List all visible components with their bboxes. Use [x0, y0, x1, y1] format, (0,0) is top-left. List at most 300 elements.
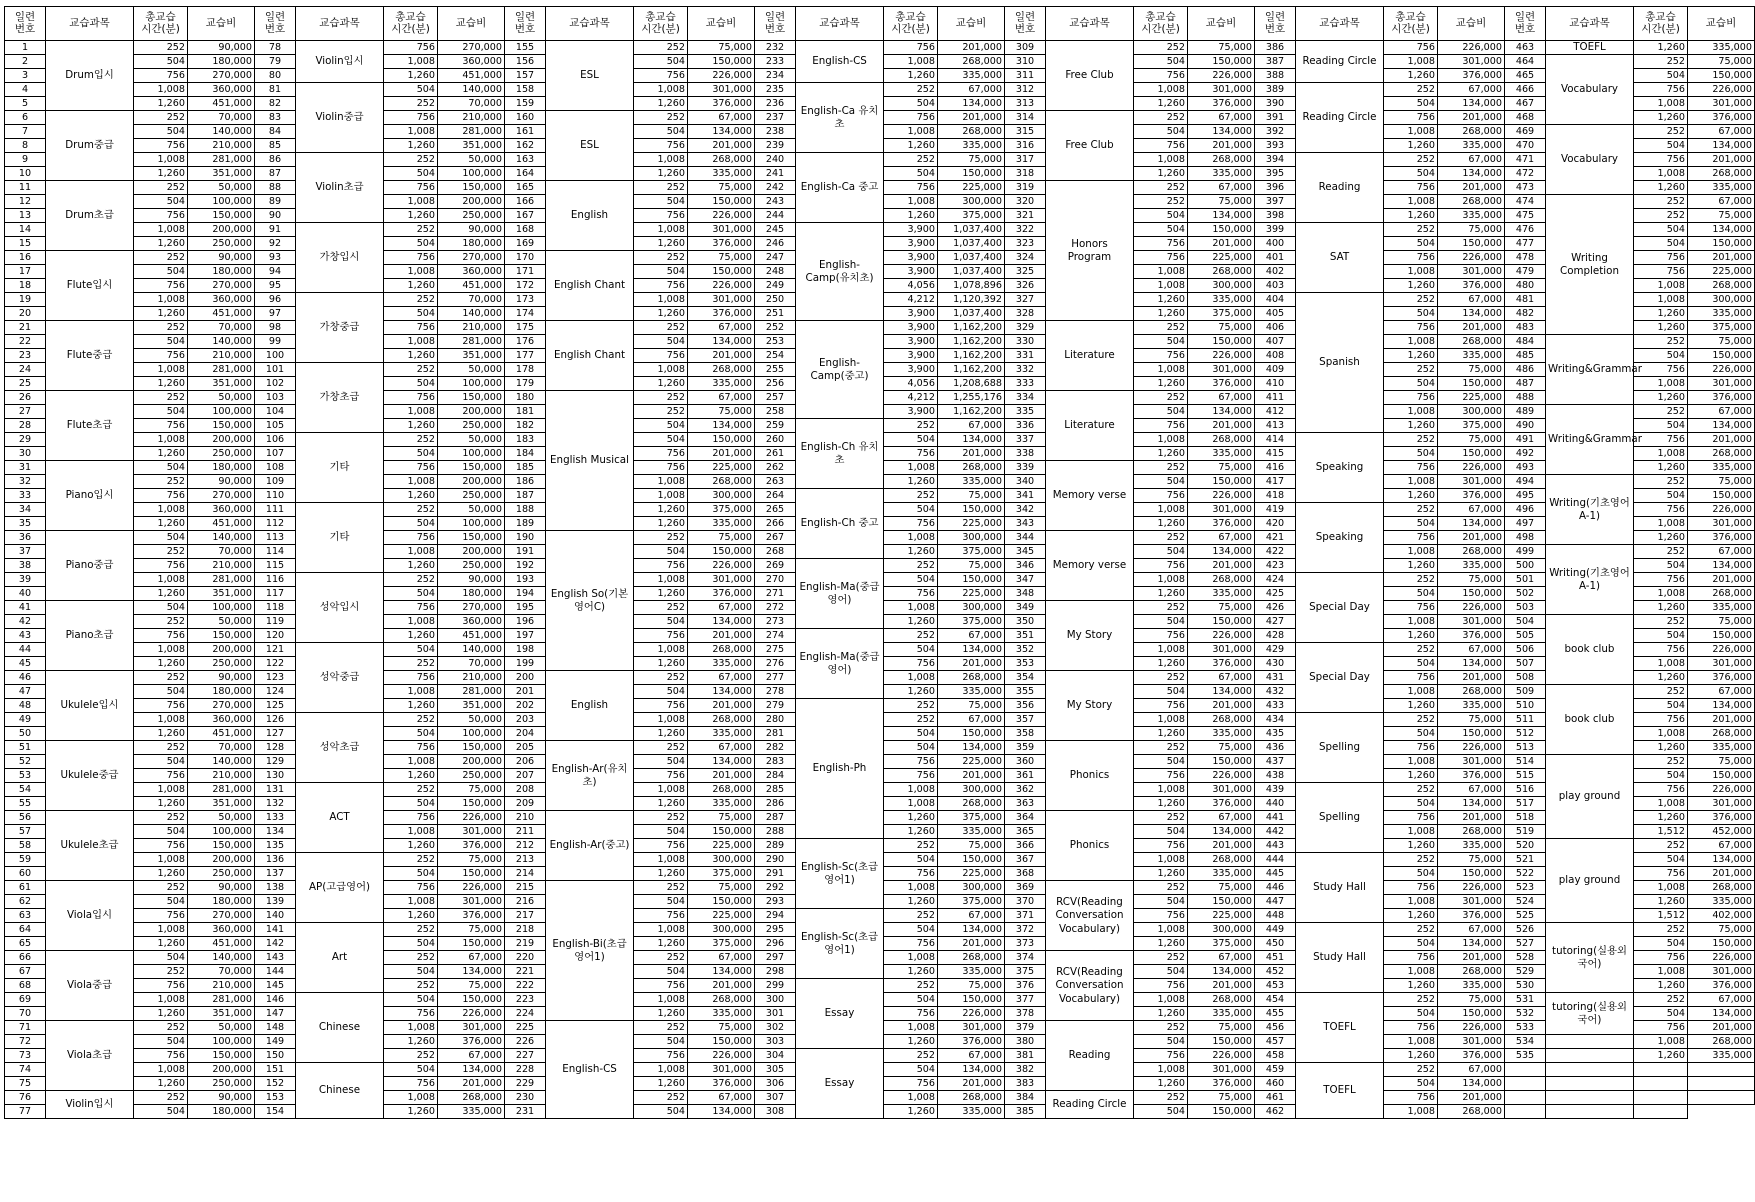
fee-cell: 268,000: [1688, 881, 1755, 895]
serial-number-cell: 355: [1005, 685, 1046, 699]
total-minutes-cell: 1,008: [634, 853, 688, 867]
serial-number-cell: 154: [255, 1105, 296, 1119]
fee-cell: 335,000: [1688, 601, 1755, 615]
total-minutes-cell: 252: [384, 223, 438, 237]
fee-cell: 270,000: [438, 251, 505, 265]
total-minutes-cell: 252: [1134, 391, 1188, 405]
fee-cell: 268,000: [938, 1091, 1005, 1105]
serial-number-cell: 483: [1505, 321, 1546, 335]
total-minutes-cell: 504: [1634, 937, 1688, 951]
serial-number-cell: 375: [1005, 965, 1046, 979]
serial-number-cell: 480: [1505, 279, 1546, 293]
serial-number-cell: 497: [1505, 517, 1546, 531]
fee-cell: 301,000: [1688, 97, 1755, 111]
serial-number-cell: 249: [755, 279, 796, 293]
total-minutes-cell: 504: [1134, 1035, 1188, 1049]
serial-number-cell: 34: [5, 503, 46, 517]
serial-number-cell: 149: [255, 1035, 296, 1049]
serial-number-cell: 419: [1255, 503, 1296, 517]
fee-cell: 201,000: [1438, 1091, 1505, 1105]
serial-number-cell: 78: [255, 41, 296, 55]
fee-cell: 67,000: [1688, 125, 1755, 139]
total-minutes-cell: 252: [134, 391, 188, 405]
serial-number-cell: 488: [1505, 391, 1546, 405]
serial-number-cell: 107: [255, 447, 296, 461]
fee-cell: 75,000: [1688, 55, 1755, 69]
fee-cell: 67,000: [938, 713, 1005, 727]
fee-cell: 150,000: [688, 195, 755, 209]
total-minutes-cell: 504: [634, 965, 688, 979]
serial-number-cell: 215: [505, 881, 546, 895]
serial-number-cell: 295: [755, 923, 796, 937]
total-minutes-cell: 504: [134, 601, 188, 615]
subject-cell: Vocabulary: [1546, 55, 1634, 125]
table-row: [5, 153, 1755, 167]
fee-cell: 270,000: [188, 69, 255, 83]
fee-cell: 180,000: [188, 265, 255, 279]
subject-cell: RCV(Reading Conversation Vocabulary): [1046, 881, 1134, 951]
serial-number-cell: 422: [1255, 545, 1296, 559]
total-minutes-cell: 504: [1384, 797, 1438, 811]
total-minutes-cell: 756: [134, 839, 188, 853]
total-minutes-cell: 1,008: [884, 1091, 938, 1105]
serial-number-cell: 435: [1255, 727, 1296, 741]
fee-cell: 268,000: [1188, 153, 1255, 167]
total-minutes-cell: 252: [884, 839, 938, 853]
serial-number-cell: 245: [755, 223, 796, 237]
serial-number-cell: 216: [505, 895, 546, 909]
total-minutes-cell: 1,260: [1134, 727, 1188, 741]
serial-number-cell: 262: [755, 461, 796, 475]
fee-cell: 150,000: [1438, 867, 1505, 881]
serial-number-cell: 205: [505, 741, 546, 755]
serial-number-cell: 43: [5, 629, 46, 643]
total-minutes-cell: 504: [384, 307, 438, 321]
serial-number-cell: 495: [1505, 489, 1546, 503]
serial-number-cell: 432: [1255, 685, 1296, 699]
serial-number-cell: 349: [1005, 601, 1046, 615]
fee-cell: 100,000: [438, 167, 505, 181]
fee-cell: 134,000: [438, 1063, 505, 1077]
serial-number-cell: 282: [755, 741, 796, 755]
fee-cell: 90,000: [188, 475, 255, 489]
serial-number-cell: 143: [255, 951, 296, 965]
fee-cell: 375,000: [1438, 419, 1505, 433]
total-minutes-cell: 252: [1134, 881, 1188, 895]
total-minutes-cell: 504: [134, 55, 188, 69]
serial-number-cell: 47: [5, 685, 46, 699]
fee-cell: 335,000: [1688, 461, 1755, 475]
serial-number-cell: 138: [255, 881, 296, 895]
total-minutes-cell: 504: [1384, 937, 1438, 951]
total-minutes-cell: 504: [1384, 657, 1438, 671]
fee-cell: 226,000: [1438, 741, 1505, 755]
serial-number-cell: 130: [255, 769, 296, 783]
serial-number-cell: 81: [255, 83, 296, 97]
total-minutes-cell: 1,008: [134, 433, 188, 447]
total-minutes-cell: 252: [1384, 433, 1438, 447]
serial-number-cell: 108: [255, 461, 296, 475]
fee-cell: 75,000: [938, 699, 1005, 713]
fee-cell: 268,000: [1688, 587, 1755, 601]
fee-cell: 180,000: [438, 587, 505, 601]
fee-cell: 200,000: [188, 853, 255, 867]
total-minutes-cell: 504: [384, 643, 438, 657]
fee-cell: 250,000: [188, 447, 255, 461]
serial-number-cell: 8: [5, 139, 46, 153]
serial-number-cell: 263: [755, 475, 796, 489]
serial-number-cell: 533: [1505, 1021, 1546, 1035]
serial-number-cell: 323: [1005, 237, 1046, 251]
total-minutes-cell: 1,008: [1134, 265, 1188, 279]
serial-number-cell: 119: [255, 615, 296, 629]
total-minutes-cell: 1,008: [1134, 573, 1188, 587]
fee-cell: 180,000: [438, 237, 505, 251]
total-minutes-cell: 756: [634, 209, 688, 223]
serial-number-cell: 6: [5, 111, 46, 125]
fee-cell: 225,000: [938, 755, 1005, 769]
total-minutes-cell: 756: [884, 867, 938, 881]
total-minutes-cell: 504: [384, 1063, 438, 1077]
subject-cell: Study Hall: [1296, 853, 1384, 923]
subject-cell: Phonics: [1046, 811, 1134, 881]
subject-cell: 성악중급: [296, 643, 384, 713]
total-minutes-cell: 504: [1134, 209, 1188, 223]
total-minutes-cell: 1,260: [384, 839, 438, 853]
subject-cell: ESL: [546, 41, 634, 111]
total-minutes-cell: 1,260: [1134, 293, 1188, 307]
fee-cell: 70,000: [188, 741, 255, 755]
serial-number-cell: 106: [255, 433, 296, 447]
subject-cell: English Chant: [546, 321, 634, 391]
total-minutes-cell: 756: [384, 601, 438, 615]
fee-cell: 376,000: [938, 1035, 1005, 1049]
fee-cell: 100,000: [188, 1035, 255, 1049]
fee-cell: 75,000: [1188, 881, 1255, 895]
serial-number-cell: 502: [1505, 587, 1546, 601]
total-minutes-cell: 252: [1384, 363, 1438, 377]
serial-number-cell: 110: [255, 489, 296, 503]
fee-cell: 268,000: [688, 363, 755, 377]
fee-cell: 150,000: [1188, 1035, 1255, 1049]
serial-number-cell: 365: [1005, 825, 1046, 839]
fee-cell: 67,000: [938, 83, 1005, 97]
fee-cell: 226,000: [688, 69, 755, 83]
fee-cell: 210,000: [188, 559, 255, 573]
serial-number-cell: 203: [505, 713, 546, 727]
serial-number-cell: 1: [5, 41, 46, 55]
serial-number-cell: 342: [1005, 503, 1046, 517]
serial-number-cell: 87: [255, 167, 296, 181]
total-minutes-cell: 504: [1134, 335, 1188, 349]
fee-cell: 67,000: [688, 1091, 755, 1105]
total-minutes-cell: 756: [1384, 671, 1438, 685]
serial-number-cell: 270: [755, 573, 796, 587]
fee-cell: 226,000: [1438, 461, 1505, 475]
fee-cell: 268,000: [1188, 573, 1255, 587]
serial-number-cell: 126: [255, 713, 296, 727]
serial-number-cell: 287: [755, 811, 796, 825]
subject-cell: English-Ch 유치초: [796, 419, 884, 489]
serial-number-cell: 128: [255, 741, 296, 755]
total-minutes-cell: 1,260: [1634, 1049, 1688, 1063]
fee-cell: 50,000: [438, 713, 505, 727]
total-minutes-cell: 1,008: [384, 125, 438, 139]
total-minutes-cell: 756: [1384, 951, 1438, 965]
serial-number-cell: 386: [1255, 41, 1296, 55]
serial-number-cell: 65: [5, 937, 46, 951]
fee-cell: 335,000: [1188, 167, 1255, 181]
fee-cell: 335,000: [1188, 867, 1255, 881]
total-minutes-cell: 1,008: [384, 55, 438, 69]
subject-cell: English-CS: [796, 41, 884, 83]
serial-number-cell: 284: [755, 769, 796, 783]
serial-number-cell: 498: [1505, 531, 1546, 545]
fee-cell: 70,000: [188, 111, 255, 125]
fee-cell: 360,000: [438, 55, 505, 69]
serial-number-cell: 136: [255, 853, 296, 867]
serial-number-cell: 129: [255, 755, 296, 769]
fee-cell: 335,000: [938, 475, 1005, 489]
subject-cell: English-Sc(초급영어1): [796, 839, 884, 909]
total-minutes-cell: 1,260: [884, 69, 938, 83]
total-minutes-cell: 1,260: [1134, 517, 1188, 531]
fee-cell: 67,000: [1188, 391, 1255, 405]
total-minutes-cell: 1,008: [1134, 433, 1188, 447]
total-minutes-cell: 1,260: [1384, 209, 1438, 223]
subject-cell: My Story: [1046, 671, 1134, 741]
serial-number-cell: 510: [1505, 699, 1546, 713]
fee-cell: 210,000: [188, 349, 255, 363]
serial-number-cell: 336: [1005, 419, 1046, 433]
fee-cell: 150,000: [438, 993, 505, 1007]
fee-cell: 376,000: [1688, 111, 1755, 125]
serial-number-cell: 363: [1005, 797, 1046, 811]
fee-cell: 360,000: [188, 923, 255, 937]
total-minutes-cell: 1,008: [634, 489, 688, 503]
fee-cell: 335,000: [688, 377, 755, 391]
total-minutes-cell: 504: [1134, 55, 1188, 69]
fee-cell: 225,000: [938, 181, 1005, 195]
fee-cell: 301,000: [1188, 363, 1255, 377]
total-minutes-cell: 1,008: [134, 223, 188, 237]
total-minutes-cell: 252: [1384, 1063, 1438, 1077]
total-minutes-cell: 1,008: [1134, 713, 1188, 727]
subject-cell: Ukulele중급: [46, 741, 134, 811]
serial-number-cell: 322: [1005, 223, 1046, 237]
fee-cell: 335,000: [688, 517, 755, 531]
fee-cell: 134,000: [1438, 797, 1505, 811]
fee-cell: 90,000: [438, 573, 505, 587]
fee-cell: 335,000: [938, 139, 1005, 153]
total-minutes-cell: 756: [1634, 251, 1688, 265]
total-minutes-cell: 1,260: [134, 1077, 188, 1091]
total-minutes-cell: 504: [634, 895, 688, 909]
fee-cell: 150,000: [1188, 55, 1255, 69]
table-row: [5, 41, 1755, 55]
serial-number-cell: 224: [505, 1007, 546, 1021]
fee-cell: 226,000: [1688, 643, 1755, 657]
total-minutes-cell: 1,008: [134, 783, 188, 797]
total-minutes-cell: 504: [134, 405, 188, 419]
serial-number-cell: 142: [255, 937, 296, 951]
serial-number-cell: 327: [1005, 293, 1046, 307]
total-minutes-cell: 756: [1134, 349, 1188, 363]
serial-number-cell: 290: [755, 853, 796, 867]
fee-cell: 90,000: [188, 671, 255, 685]
fee-cell: 100,000: [188, 825, 255, 839]
fee-cell: 300,000: [688, 853, 755, 867]
fee-cell: 75,000: [438, 783, 505, 797]
fee-cell: 300,000: [688, 489, 755, 503]
fee-cell: 150,000: [688, 1035, 755, 1049]
total-minutes-cell: 756: [1634, 951, 1688, 965]
serial-number-cell: 156: [505, 55, 546, 69]
fee-cell: 335,000: [1688, 741, 1755, 755]
serial-number-cell: 15: [5, 237, 46, 251]
fee-cell: 75,000: [938, 489, 1005, 503]
subject-cell: 성악초급: [296, 713, 384, 783]
serial-number-cell: 42: [5, 615, 46, 629]
serial-number-cell: 520: [1505, 839, 1546, 853]
subject-cell: Writing(기초영어A-1): [1546, 475, 1634, 545]
total-minutes-cell: 252: [634, 951, 688, 965]
fee-cell: 375,000: [1188, 307, 1255, 321]
serial-number-cell: 21: [5, 321, 46, 335]
subject-cell: 기타: [296, 433, 384, 503]
total-minutes-cell: 252: [384, 783, 438, 797]
total-minutes-cell: 1,008: [634, 643, 688, 657]
serial-number-cell: 481: [1505, 293, 1546, 307]
total-minutes-cell: 504: [384, 83, 438, 97]
fee-cell: 134,000: [1438, 167, 1505, 181]
fee-cell: 451,000: [438, 629, 505, 643]
fee-cell: 100,000: [438, 377, 505, 391]
subject-cell: [1546, 1049, 1634, 1063]
total-minutes-cell: 1,008: [1384, 895, 1438, 909]
serial-number-cell: 319: [1005, 181, 1046, 195]
serial-number-cell: 197: [505, 629, 546, 643]
total-minutes-cell: 252: [384, 853, 438, 867]
fee-header: 교습비: [438, 7, 505, 41]
serial-number-cell: 446: [1255, 881, 1296, 895]
serial-number-cell: 122: [255, 657, 296, 671]
fee-cell: 270,000: [438, 41, 505, 55]
fee-cell: 225,000: [938, 587, 1005, 601]
fee-cell: 201,000: [1688, 153, 1755, 167]
total-minutes-cell: 1,260: [1134, 97, 1188, 111]
total-minutes-cell: 756: [634, 559, 688, 573]
serial-number-cell: 532: [1505, 1007, 1546, 1021]
fee-cell: 150,000: [1438, 237, 1505, 251]
fee-cell: 376,000: [688, 237, 755, 251]
subject-cell: book club: [1546, 615, 1634, 685]
fee-cell: 226,000: [1188, 349, 1255, 363]
fee-cell: 150,000: [1438, 447, 1505, 461]
total-minutes-cell: 756: [884, 1007, 938, 1021]
serial-number-cell: 217: [505, 909, 546, 923]
total-minutes-cell: 1,008: [1134, 363, 1188, 377]
serial-number-cell: 466: [1505, 83, 1546, 97]
fee-cell: 201,000: [1188, 419, 1255, 433]
fee-cell: 376,000: [1438, 489, 1505, 503]
serial-number-cell: 517: [1505, 797, 1546, 811]
serial-number-cell: 165: [505, 181, 546, 195]
fee-cell: 1,162,200: [938, 321, 1005, 335]
serial-number-cell: 368: [1005, 867, 1046, 881]
serial-number-cell: 308: [755, 1105, 796, 1119]
fee-cell: 335,000: [688, 797, 755, 811]
total-minutes-cell: 1,008: [1634, 97, 1688, 111]
fee-cell: 134,000: [1688, 853, 1755, 867]
serial-number-cell: 26: [5, 391, 46, 405]
total-minutes-cell: 1,008: [1634, 657, 1688, 671]
total-minutes-cell: 1,260: [134, 657, 188, 671]
total-minutes-cell: 1,260: [1384, 489, 1438, 503]
total-minutes-cell: 504: [1134, 685, 1188, 699]
total-minutes-cell: 252: [884, 1049, 938, 1063]
fee-cell: 200,000: [438, 195, 505, 209]
serial-number-cell: 310: [1005, 55, 1046, 69]
total-minutes-cell: 1,008: [634, 783, 688, 797]
total-minutes-cell: 756: [884, 41, 938, 55]
total-minutes-cell: 252: [1634, 335, 1688, 349]
serial-number-cell: 269: [755, 559, 796, 573]
total-minutes-cell: 504: [134, 335, 188, 349]
total-minutes-cell: 1,008: [1384, 685, 1438, 699]
fee-cell: 201,000: [1688, 867, 1755, 881]
total-minutes-cell: 1,260: [634, 587, 688, 601]
total-minutes-cell: 1,008: [634, 573, 688, 587]
total-minutes-cell: 1,260: [1384, 279, 1438, 293]
total-minutes-cell: 252: [634, 41, 688, 55]
serial-number-cell: 399: [1255, 223, 1296, 237]
fee-cell: 134,000: [1188, 825, 1255, 839]
fee-cell: 301,000: [688, 293, 755, 307]
subject-cell: Spelling: [1296, 783, 1384, 853]
total-minutes-cell: 504: [634, 419, 688, 433]
fee-cell: 360,000: [438, 265, 505, 279]
fee-cell: 335,000: [938, 965, 1005, 979]
serial-number-cell: 524: [1505, 895, 1546, 909]
fee-cell: 250,000: [188, 867, 255, 881]
total-minutes-cell: 3,900: [884, 251, 938, 265]
serial-number-cell: 357: [1005, 713, 1046, 727]
total-minutes-cell: 1,008: [884, 125, 938, 139]
fee-cell: 201,000: [688, 349, 755, 363]
fee-cell: 150,000: [188, 629, 255, 643]
serial-number-cell: 426: [1255, 601, 1296, 615]
fee-cell: 225,000: [938, 517, 1005, 531]
serial-number-cell: 171: [505, 265, 546, 279]
total-minutes-cell: 756: [1634, 363, 1688, 377]
serial-number-cell: 500: [1505, 559, 1546, 573]
serial-number-cell: 402: [1255, 265, 1296, 279]
total-minutes-cell: 252: [1634, 209, 1688, 223]
fee-cell: 100,000: [438, 517, 505, 531]
fee-cell: 70,000: [438, 657, 505, 671]
fee-cell: 270,000: [188, 699, 255, 713]
fee-cell: 75,000: [438, 923, 505, 937]
serial-number-cell: 307: [755, 1091, 796, 1105]
fee-cell: 100,000: [188, 601, 255, 615]
total-minutes-cell: 1,008: [1384, 265, 1438, 279]
total-minutes-cell: 504: [1134, 223, 1188, 237]
fee-cell: 134,000: [1438, 1077, 1505, 1091]
subject-cell: Ukulele초급: [46, 811, 134, 881]
total-minutes-cell: 1,008: [1384, 965, 1438, 979]
subject-cell: 가창초급: [296, 363, 384, 433]
